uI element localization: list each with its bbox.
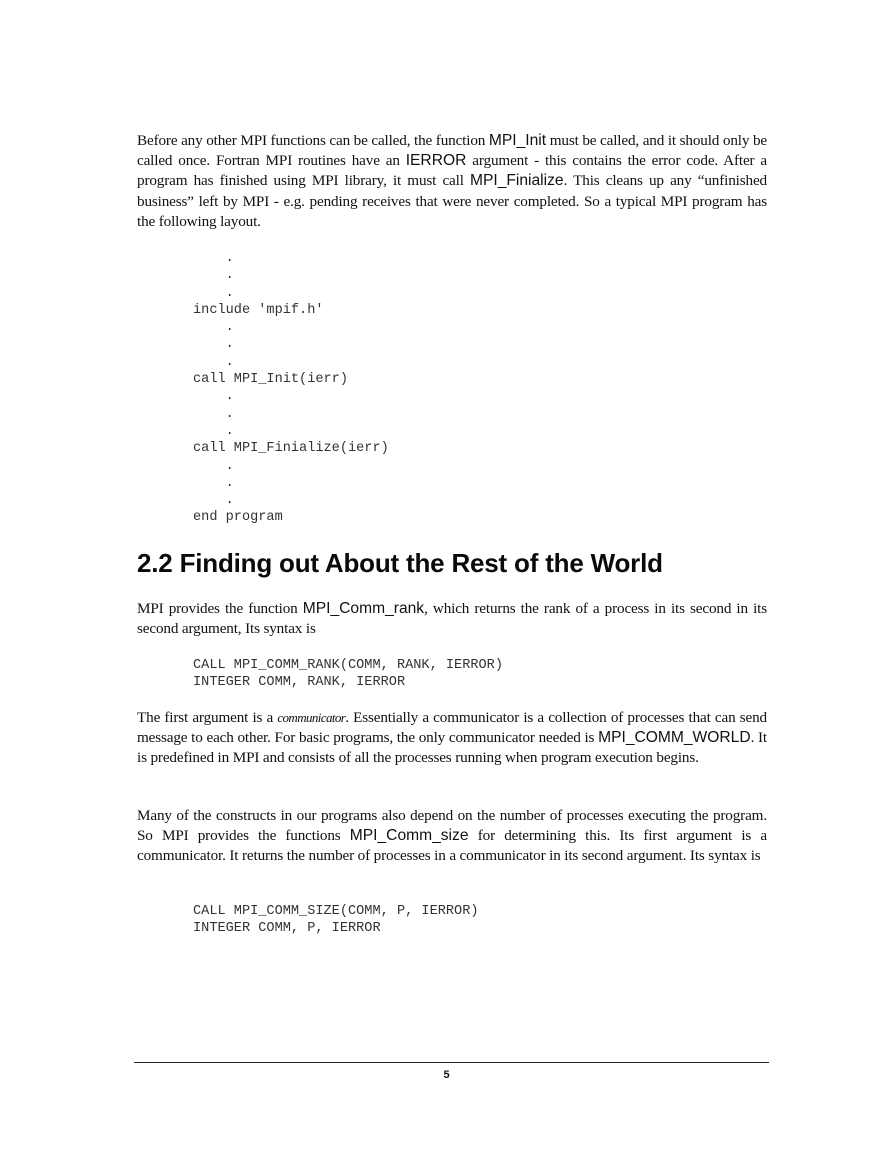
communicator-term: communicator bbox=[277, 710, 346, 725]
code-block-comm-size: CALL MPI_COMM_SIZE(COMM, P, IERROR) INTEGER COMM, P, IERROR bbox=[193, 904, 479, 937]
rank-text: MPI provides the function bbox=[137, 600, 303, 617]
intro-text: must be called, and it should only be called once. Fortran MPI routines have an bbox=[137, 132, 767, 170]
constant-mpi-comm-world: MPI_COMM_WORLD bbox=[598, 729, 751, 747]
function-name-mpi-init: MPI_Init bbox=[488, 132, 547, 149]
intro-text: argument - this contains the error code. After a program has finished using MPI library, it must call bbox=[137, 152, 767, 190]
document-page bbox=[137, 0, 767, 1155]
size-text: Many of the constructs in our programs also depend on the number of processes executing the program. So MPI provides the functions bbox=[137, 807, 767, 845]
communicator-paragraph bbox=[137, 708, 767, 769]
rank-paragraph bbox=[137, 599, 767, 639]
function-name-mpi-comm-size: MPI_Comm_size bbox=[349, 827, 469, 845]
intro-text: Before any other MPI functions can be called, the function bbox=[137, 132, 489, 149]
intro-text: . This cleans up any “unfinished business” left by MPI - e.g. pending receives that were never completed. So a typical MPI program has the following layout. bbox=[137, 172, 767, 230]
size-text: for determining this. Its first argument is a communicator. It returns the number of processes in a communicator in its second argument. Its syntax is bbox=[137, 827, 767, 865]
function-name-mpi-finalize: MPI_Finialize bbox=[469, 172, 564, 190]
size-paragraph bbox=[137, 806, 767, 867]
communicator-text: The first argument is a bbox=[137, 709, 278, 726]
rank-text: , which returns the rank of a process in its second in its second argument, Its syntax is bbox=[137, 600, 767, 638]
communicator-text: . It is predefined in MPI and consists of all the processes running when program execution begins. bbox=[137, 729, 767, 767]
function-name-mpi-comm-rank: MPI_Comm_rank bbox=[302, 600, 425, 617]
argument-name-ierror: IERROR bbox=[405, 152, 467, 170]
section-heading: 2.2 Finding out About the Rest of the World bbox=[137, 548, 663, 578]
page-number: 5 bbox=[443, 1069, 450, 1081]
code-block-program-layout: . . . include 'mpif.h' . . . call MPI_Init(ierr) . . . call MPI_Finialize(ierr) . . . end program bbox=[193, 251, 389, 526]
footer-divider bbox=[134, 1062, 769, 1063]
communicator-text: . Essentially a communicator is a collection of processes that can send message to each other. For basic programs, the only communicator needed is bbox=[137, 709, 767, 747]
code-block-comm-rank: CALL MPI_COMM_RANK(COMM, RANK, IERROR) INTEGER COMM, RANK, IERROR bbox=[193, 658, 503, 691]
intro-paragraph bbox=[137, 131, 767, 232]
